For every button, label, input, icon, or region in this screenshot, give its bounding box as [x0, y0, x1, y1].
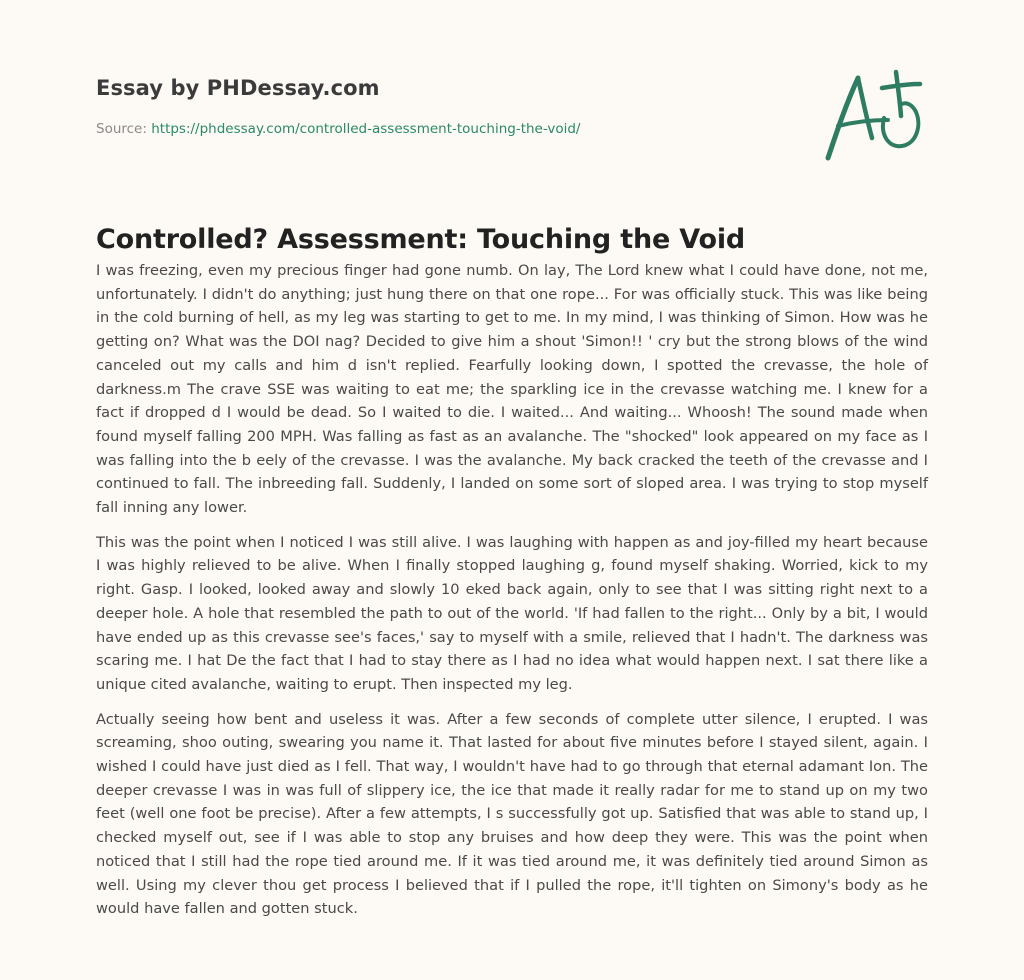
essay-paragraph: Actually seeing how bent and useless it was. After a few seconds of complete utter silence, I erupted. I was screaming, shoo outing, swearing you name it. That lasted for about five minutes before I stayed silent, again. I wished I could have just died as I fell. That way, I wouldn't have had to go through that eternal adamant Ion. The deeper crevasse I was in was full of slippery ice, the ice that made it really radar for me to stand up on my two feet (well one foot be precise). After a few attempts, I s successfully got up. Satisfied that was able to stand up, I checked myself out, see if I was able to stop any bruises and how deep they were. This was the point when noticed that I still had the rope tied around me. If it was tied around me, it was definitely tied around Simon as well. Using my clever thou get process I believed that if I pulled the rope, it'll tighten on Simony's body as he would have fallen and gotten stuck. — [96, 710, 928, 918]
source-line — [96, 121, 580, 137]
essay-paragraph: I was freezing, even my precious finger had gone numb. On lay, The Lord knew what I could have done, not me, unfortunately. I didn't do anything; just hung there on that one rope... For was officially stuck. This was like being in the cold burning of hell, as my leg was starting to get to me. In my mind, I was thinking of Simon. How was he getting on? What was the DOI nag? Decided to give him a shout 'Simon!! ' cry but the strong blows of the wind canceled out my calls and him d isn't replied. Fearfully looking down, I spotted the crevasse, the hole of darkness.m The crave SSE was waiting to eat me; the sparkling ice in the crevasse watching me. I knew for a fact if dropped d I would be dead. So I waited to die. I waited... And waiting... Whoosh! The sound made when found myself falling 200 MPH. Was falling as fast as an avalanche. The "shocked" look appeared on my face as I was falling into the b eely of the crevasse. I was the avalanche. My back cracked the teeth of the crevasse and I continued to fall. The inbreeding fall. Suddenly, I landed on some sort of sloped area. I was trying to stop myself fall inning any lower. — [96, 262, 928, 517]
essay-title: Controlled? Assessment: Touching the Void — [96, 224, 746, 255]
source-link[interactable]: https://phdessay.com/controlled-assessment-touching-the-void/ — [151, 121, 581, 137]
brand-title: Essay by PHDessay.com — [96, 76, 380, 100]
essay-paragraph: This was the point when I noticed I was still alive. I was laughing with happen as and joy-filled my heart because I was highly relieved to be alive. When I finally stopped laughing g, found myself shaking. Worried, kick to my right. Gasp. I looked, looked away and slowly 10 eked back again, only to see that I was sitting right next to a deeper hole. A hole that resembled the path to out of the world. 'If had fallen to the right... Only by a bit, I would have ended up as this crevasse see's faces,' say to myself with a smile, relieved that I hadn't. The darkness was scaring me. I hat De the fact that I had to stay there as I had no idea what would happen next. I sat there like a unique cited avalanche, waiting to erupt. Then inspected my leg. — [96, 533, 928, 693]
page-header — [96, 76, 580, 137]
a-plus-grade-icon — [818, 64, 928, 164]
source-label: Source: — [96, 121, 147, 137]
essay-body — [96, 259, 928, 932]
